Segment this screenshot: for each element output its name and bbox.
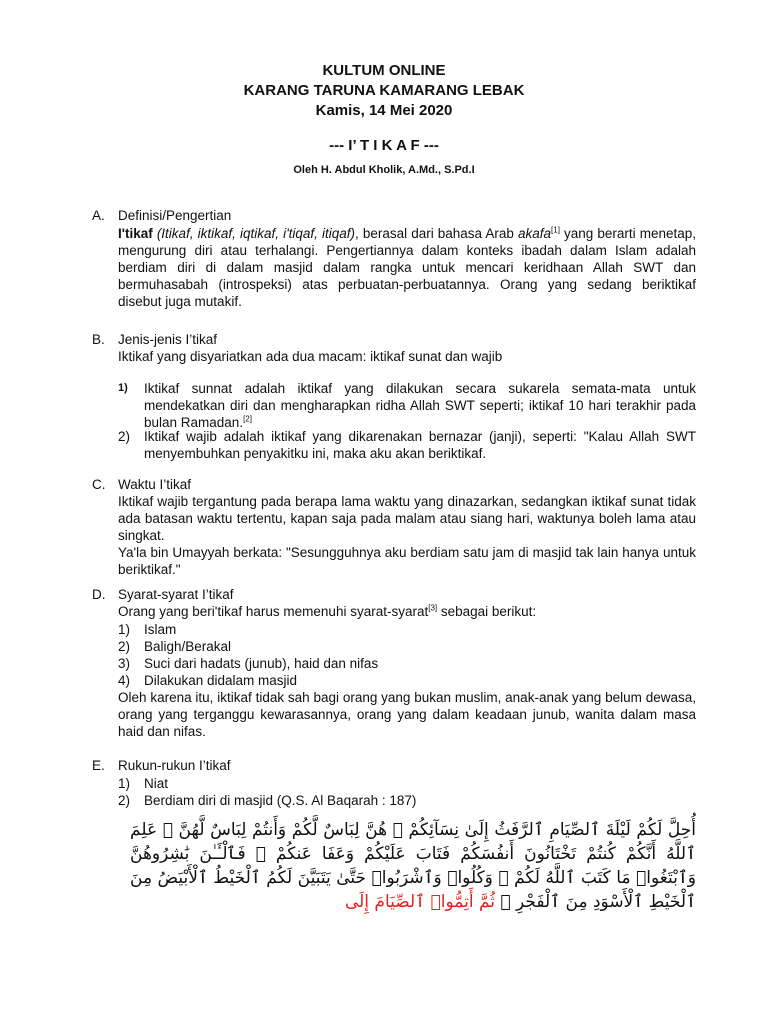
header-date: Kamis, 14 Mei 2020 [315, 102, 453, 119]
arabic-root: akafa [518, 226, 552, 241]
section-c-quote: Ya'la bin Umayyah berkata: "Sesungguhnya aku berdiam satu jam di masjid tak lain hanya untuk beriktikaf." [118, 545, 696, 577]
section-title: Waktu I’tikaf [118, 477, 192, 492]
section-d-intro: Orang yang beri'tikaf harus memenuhi syarat-syarat[3] sebagai berikut: [118, 603, 537, 619]
reference-1: [1] [551, 225, 560, 235]
reference-2: [2] [243, 414, 252, 424]
section-d-closing: Oleh karena itu, iktikaf tidak sah bagi orang yang bukan muslim, anak-anak yang belum dewasa, orang yang terganggu kewarasannya, orang yang dalam keadaan junub, wanita dalam masa haid dan nifas. [118, 690, 696, 739]
verse-text: أُحِلَّ لَكُمْ لَيْلَةَ ٱلصِّيَامِ ٱلرَّفَثُ إِلَىٰ نِسَآئِكُمْ ۚ هُنَّ لِبَاسٌ لَّكُمْ وَأَنتُمْ لِبَاسٌ لَّهُنَّ ۗ عَلِمَ ٱللَّهُ أَنَّكُمْ كُنتُمْ تَخْتَانُونَ أَنفُسَكُمْ فَتَابَ عَلَيْكُمْ وَعَفَا عَنكُمْ ۖ فَٱلْـَٔـٰنَ بَٰشِرُوهُنَّ وَٱبْتَغُوا۟ مَا كَتَبَ ٱللَّهُ لَكُمْ ۚ وَكُلُوا۟ وَٱشْرَبُوا۟ حَتَّىٰ يَتَبَيَّنَ لَكُمُ ٱلْخَيْطُ ٱلْأَبْيَضُ مِنَ ٱلْخَيْطِ ٱلْأَسْوَدِ مِنَ ٱلْفَجْرِ ۖ [130, 820, 696, 912]
section-marker: B. [92, 332, 105, 347]
verse-text-highlighted: ثُمَّ أَتِمُّوا۟ ٱلصِّيَامَ إِلَى [344, 892, 495, 912]
section-marker: C. [92, 477, 106, 492]
section-title: Definisi/Pengertian [118, 208, 232, 223]
section-b-intro: Iktikaf yang disyariatkan ada dua macam: iktikaf sunat dan wajib [118, 349, 503, 364]
document-page: KULTUM ONLINE KARANG TARUNA KAMARANG LEBAK Kamis, 14 Mei 2020 --- I’ T I K A F --- Oleh H. Abdul Kholik, A.Md., S.Pd.I A. Definisi/Pengertian I'tikaf (Itikaf, iktikaf, iqtikaf, i'tiqaf, itiqaf), berasal dari bahasa Arab akafa[1] yang berarti menetap, mengurung diri atau terhalangi. Pengertiannya dalam konteks ibadah dalam Islam adalah berdiam diri di dalam masjid dalam rangka untuk mencari keridhaan Allah SWT dan bermuhasabah (introspeksi) atas perbuatan-perbuatannya. Orang yang sedang beriktikaf disebut juga mutakif. B. Jenis-jenis I’tikaf Iktikaf yang disyariatkan ada dua macam: iktikaf sunat dan wajib 1) Iktikaf sunnat adalah iktikaf yang dilakukan secara sukarela semata-mata untuk mendekatkan diri dan mengharapkan ridha Allah SWT seperti; iktikaf 10 hari terakhir pada bulan Ramadan.[2] 2) Iktikaf wajib adalah iktikaf yang dikarenakan bernazar (janji), seperti: "Kalau Allah SWT menyembuhkan penyakitku ini, maka aku akan beriktikaf. C. Waktu I’tikaf Iktikaf wajib tergantung pada berapa lama waktu yang dinazarkan, sedangkan iktikaf sunat tidak ada batasan waktu tertentu, kapan saja pada malam atau siang hari, waktunya boleh lama atau singkat. Ya'la bin Umayyah berkata: "Sesungguhnya aku berdiam satu jam di masjid tak lain hanya untuk beriktikaf." D. Syarat-syarat I’tikaf Orang yang beri'tikaf harus memenuhi syarat-syarat[3] sebagai berikut: 1) Islam 2) Baligh/Berakal 3) Suci dari hadats (junub), haid dan nifas 4) Dilakukan didalam masjid Oleh karena itu, iktikaf tidak sah bagi orang yang bukan muslim, anak-anak yang belum dewasa, orang yang terganggu kewarasannya, orang yang dalam keadaan junub, wanita dalam masa haid dan nifas. E. Rukun-rukun I’tikaf 1) Niat 2) Berdiam diri di masjid (Q.S. Al Baqarah : 187) أُحِلَّ لَكُمْ لَيْلَةَ ٱلصِّيَامِ ٱلرَّفَثُ إِلَىٰ نِسَآئِكُمْ ۚ هُنَّ لِبَاسٌ لَّكُمْ وَأَنتُمْ لِبَاسٌ لَّهُنَّ ۗ عَلِمَ ٱللَّهُ أَنَّكُمْ كُنتُمْ تَخْتَانُونَ أَنفُسَكُمْ فَتَابَ عَلَيْكُمْ وَعَفَا عَنكُمْ ۖ فَٱلْـَٔـٰنَ بَٰشِرُوهُنَّ وَٱبْتَغُوا۟ مَا كَتَبَ ٱللَّهُ لَكُمْ ۚ وَكُلُوا۟ وَٱشْرَبُوا۟ حَتَّىٰ يَتَبَيَّنَ لَكُمُ ٱلْخَيْطُ ٱلْأَبْيَضُ مِنَ ٱلْخَيْطِ ٱلْأَسْوَدِ مِنَ ٱلْفَجْرِ ۖ ثُمَّ أَتِمُّوا۟ ٱلصِّيَامَ إِلَى [0, 0, 768, 1024]
section-marker: D. [92, 587, 106, 602]
term: I'tikaf [118, 226, 153, 241]
author-line: Oleh H. Abdul Kholik, A.Md., S.Pd.I [293, 164, 475, 176]
document-title: --- I’ T I K A F --- [329, 137, 439, 154]
section-c-paragraph: Iktikaf wajib tergantung pada berapa lama waktu yang dinazarkan, sedangkan iktikaf sunat tidak ada batasan waktu tertentu, kapan saja pada malam atau siang hari, waktunya boleh lama atau singkat. [118, 494, 696, 543]
section-title: Jenis-jenis I’tikaf [118, 332, 218, 347]
section-a-paragraph: I'tikaf (Itikaf, iktikaf, iqtikaf, i'tiqaf, itiqaf), berasal dari bahasa Arab akafa[1] yang berarti menetap, mengurung diri atau terhalangi. Pengertiannya dalam konteks ibadah dalam Islam adalah berdiam diri di dalam masjid dalam rangka untuk mencari keridhaan Allah SWT dan bermuhasabah (introspeksi) atas perbuatan-perbuatannya. Orang yang sedang beriktikaf disebut juga mutakif. [118, 225, 696, 309]
section-marker: A. [92, 208, 105, 223]
term-variants: (Itikaf, iktikaf, iqtikaf, i'tiqaf, itiqaf) [156, 226, 356, 241]
header-line-1: KULTUM ONLINE [322, 62, 446, 79]
quran-verse [130, 818, 696, 914]
section-title: Rukun-rukun I’tikaf [118, 758, 231, 773]
reference-3: [3] [428, 603, 438, 613]
section-marker: E. [92, 758, 105, 773]
section-title: Syarat-syarat I’tikaf [118, 587, 234, 602]
header-line-2: KARANG TARUNA KAMARANG LEBAK [243, 82, 525, 99]
